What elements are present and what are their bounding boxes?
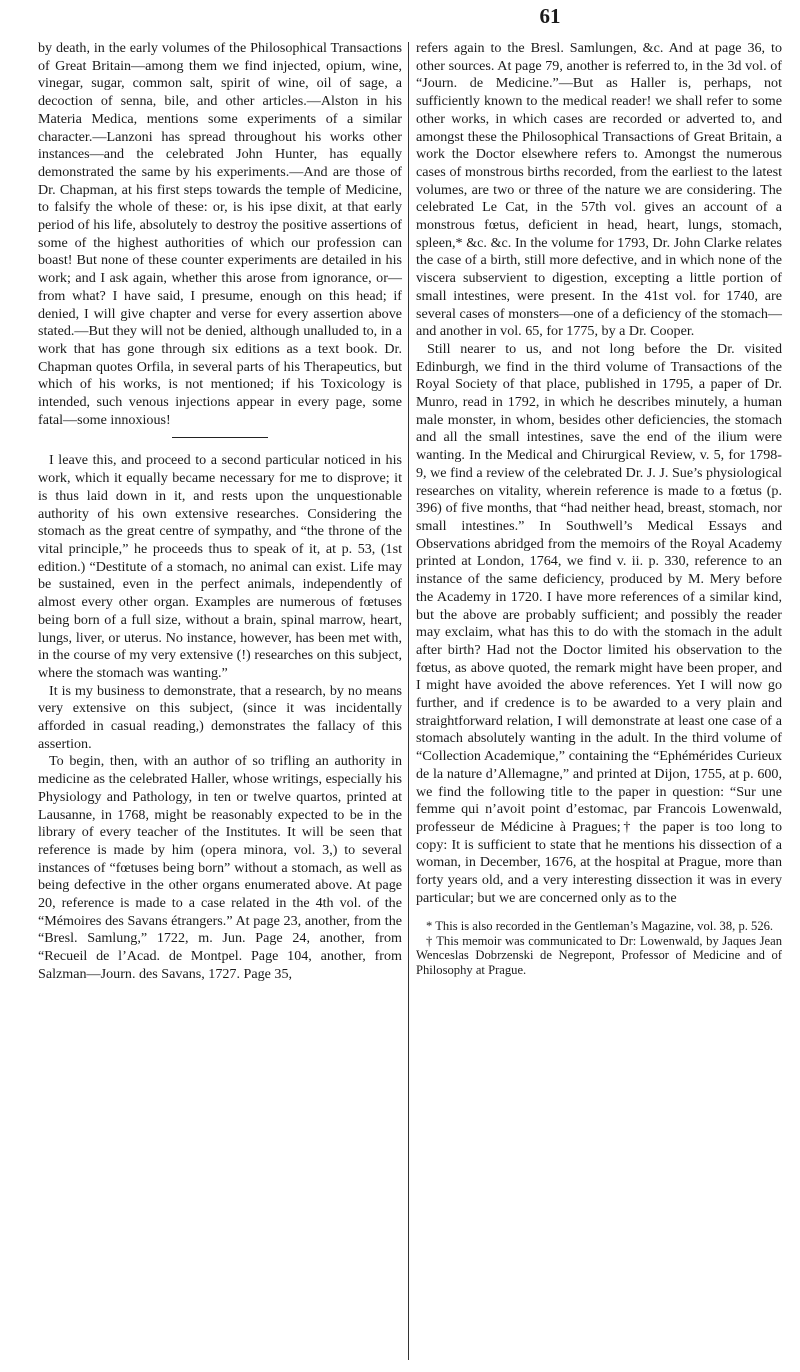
- column-divider: [408, 42, 409, 1360]
- paragraph: by death, in the early volumes of the Philosophical Transactions of Great Britain—among them we find injected, opium, wine, vinegar, sugar, common salt, spirit of wine, oil of sage, a decoction of senna, bile, and other articles.—Alston in his Materia Medica, mentions some experiments of a similar character.—Lanzoni has spread throughout his works other instances—and the celebrated John Hunter, has equally demonstrated the same by his experiments.—And are those of Dr. Chapman, at his first steps towards the temple of Medicine, to falsify the whole of these: or, is his ipse dixit, at that early period of his life, absolutely to destroy the positive assertions of some of the highest authorities of which our profession can boast! But none of these counter experiments are detailed in his work; and I ask again, whether this arose from ignorance, or—from what? I have said, I presume, enough on this head; if denied, I will give chapter and verse for every assertion above stated.—But they will not be denied, although unalluded to, in a work that has gone through six editions as a text book. Dr. Chapman quotes Orfila, in several parts of his Therapeutics, but which of his works, is not mentioned; if his Toxicology is intended, such venous injections appear in every page, some fatal—some innoxious!: [38, 40, 402, 428]
- paragraph: Still nearer to us, and not long before the Dr. visited Edinburgh, we find in the third volume of Transactions of the Royal Society of that place, published in 1795, a paper of Dr. Munro, read in 1792, in which he describes minutely, a human male monster, in whom, besides other deficiencies, the stomach and all the small intestines, save the end of the ilium were wanting. In the Medical and Chirurgical Review, v. 5, for 1798-9, we find a review of the celebrated Dr. J. J. Sue’s physiological researches on vitality, wherein reference is made to a fœtus (p. 396) of five months, that “had neither head, breast, stomach, nor small intestines.” In Southwell’s Medical Essays and Observations abridged from the memoirs of the Royal Academy printed at London, 1764, we find v. ii. p. 330, reference to an instance of the same deficiency, produced by M. Mery before the Academy in 1720. I have more references of a similar kind, but the above are probably sufficient; and possibly the reader may exclaim, what has this to do with the stomach in the adult after birth? Had not the Doctor limited his observation to the fœtus, as above quoted, the remark might have been proper, and I might have avoided the above references. Yet I will now go further, and if credence is to be awarded to a very plain and straightforward relation, I will demonstrate at least one case of a stomach absolutely wanting in the adult. In the third volume of “Collection Academique,” containing the “Ephémérides Curieux de la nature d’Allemagne,” and printed at Dijon, 1755, at p. 600, we find the following title to the paper in question: “Sur une femme qui n’avoit point d’estomac, par Francois Lowenwald, professeur de Médicine à Pragues;† the paper is too long to copy: It is sufficient to state that he mentions his dissection of a woman, in December, 1676, at the hospital at Prague, more than forty years old, and a very interesting dissection it was in every particular; but we are concerned only as to the: [416, 340, 782, 906]
- footnote: † This memoir was communicated to Dr: Lowenwald, by Jaques Jean Wenceslas Dobrzenski de Negrepont, Professor of Medicine and of Philosophy at Prague.: [416, 933, 782, 977]
- page-number: 61: [539, 4, 561, 28]
- footnotes: [416, 919, 782, 977]
- section-divider: [172, 437, 268, 438]
- paragraph: To begin, then, with an author of so trifling an authority in medicine as the celebrated Haller, whose writings, especially his Physiology and Pathology, in ten or twelve quartos, printed at Lausanne, in 1768, might be reasonably expected to be in the library of every teacher of the Institutes. It will be seen that reference is made by him (opera minora, vol. 3,) to several instances of “fœtuses being born” without a stomach, as well as being defective in the other organs enumerated above. At page 20, reference is made to a case related in the 4th vol. of the “Mémoires des Savans étrangers.” At page 23, another, from the “Bresl. Samlung,” 1722, m. Jun. Page 24, another, from “Recueil de l’Acad. de Montpel. Page 104, another, from Salzman—Journ. des Savans, 1727. Page 35,: [38, 753, 402, 982]
- paragraph: refers again to the Bresl. Samlungen, &c. And at page 36, to other sources. At page 79, another is referred to, in the 3d vol. of “Journ. de Medicine.”—But as Haller is, perhaps, not sufficiently known to the medical reader! we shall refer to some other works, in which cases are recorded or adverted to, and amongst these the Philosophical Transactions of Great Britain, a work the Doctor elsewhere refers to. Amongst the numerous cases of monstrous births recorded, from the earliest to the latest volumes, are two or three of the nature we are considering. The celebrated Le Cat, in the 57th vol. gives an account of a monstrous fœtus, deficient in head, heart, lungs, stomach, spleen,* &c. &c. In the volume for 1793, Dr. John Clarke relates the case of a birth, still more defective, and in which none of the viscera subservient to digestion, excepting a little portion of small intestines, were present. In the 41st vol. for 1740, are several cases of monsters—one of a deficiency of the stomach—and another in vol. 65, for 1775, by a Dr. Cooper.: [416, 40, 782, 340]
- paragraph: It is my business to demonstrate, that a research, by no means very extensive on this subject, (since it was incidentally afforded in casual reading,) demonstrates the fallacy of this assertion.: [38, 682, 402, 752]
- right-column: [416, 40, 782, 977]
- left-column: [38, 40, 402, 984]
- paragraph: I leave this, and proceed to a second particular noticed in his work, which it equally became necessary for me to disprove; it is thus laid down in it, and rests upon the unquestionable authority of his own extensive researches. Considering the stomach as the great centre of sympathy, and “the throne of the vital principle,” he proceeds thus to speak of it, at p. 53, (1st edition.) “Destitute of a stomach, no animal can exist. Life may be sustained, even in the perfect animals, independently of almost every other organ. Examples are numerous of fœtuses being born of a full size, without a brain, spinal marrow, heart, lungs, liver, or uterus. No instance, however, has been met with, in the course of my very extensive (!) researches on this subject, where the stomach was wanting.”: [38, 452, 402, 681]
- footnote: * This is also recorded in the Gentleman’s Magazine, vol. 38, p. 526.: [426, 919, 774, 934]
